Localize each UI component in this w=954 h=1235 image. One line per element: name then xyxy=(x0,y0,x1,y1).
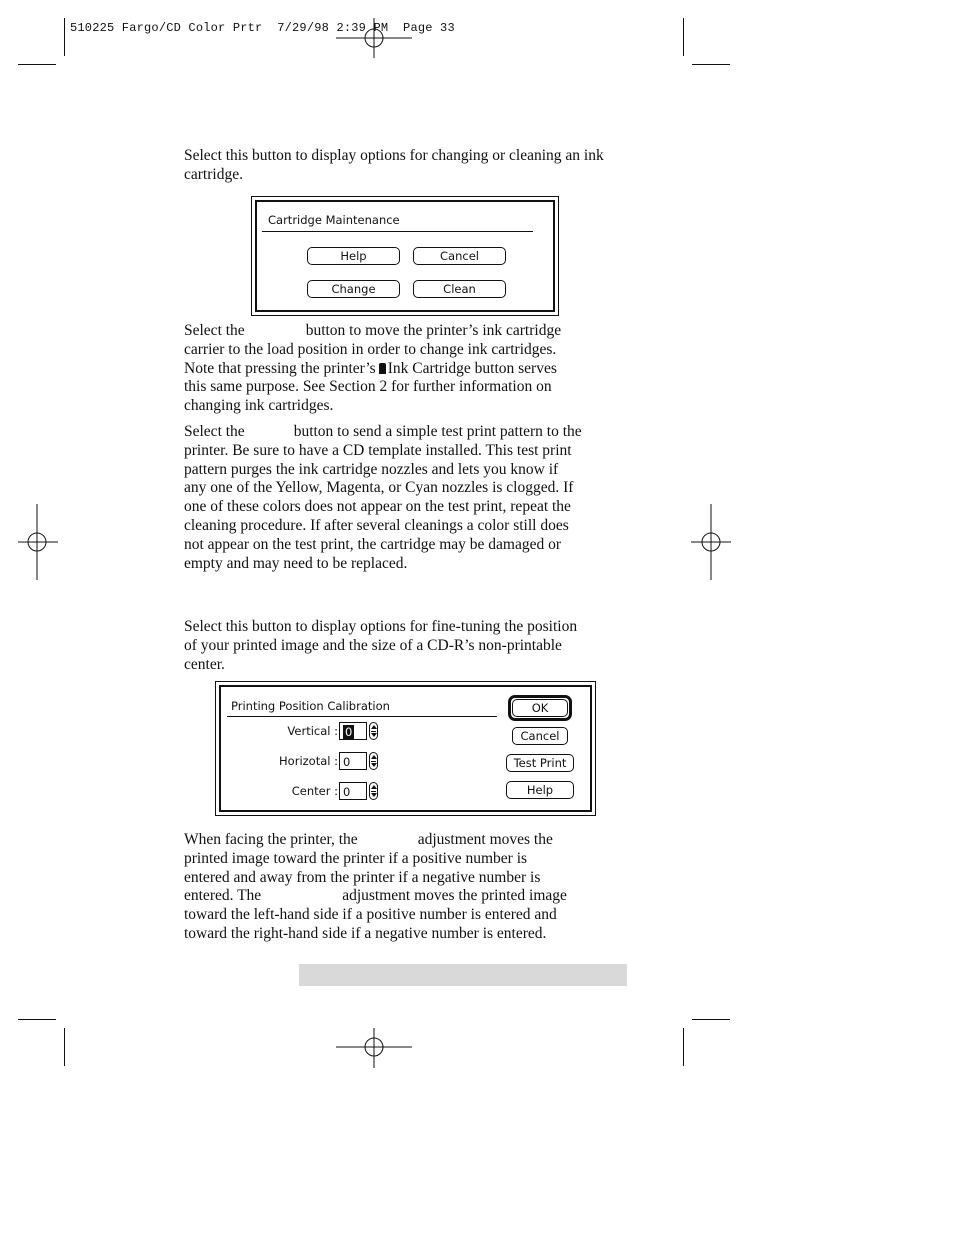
text: Ink Cartridge button serves xyxy=(387,359,557,377)
clean-paragraph xyxy=(184,423,624,573)
text: one of these colors does not appear on the test print, repeat the xyxy=(184,498,571,516)
cartridge-intro: Select this button to display options for changing or cleaning an ink cartridge. xyxy=(184,147,604,183)
center-label: Center : xyxy=(291,784,338,798)
registration-mark-right xyxy=(691,504,731,580)
text: adjustment moves the xyxy=(417,831,553,848)
vertical-field[interactable] xyxy=(339,722,367,740)
crop-mark-tr-h xyxy=(692,64,730,65)
title-rule xyxy=(262,231,533,232)
text: Select the xyxy=(184,423,245,440)
cancel-button[interactable]: Cancel xyxy=(413,247,506,265)
center-field[interactable] xyxy=(339,782,367,800)
text: changing ink cartridges. xyxy=(184,397,334,415)
text: When facing the printer, the xyxy=(184,831,358,848)
vertical-stepper[interactable] xyxy=(369,722,378,740)
crop-mark-tr-v xyxy=(683,18,684,56)
text: button to move the printer’s ink cartridge xyxy=(305,322,562,339)
text: button to send a simple test print pattern to the xyxy=(293,423,582,440)
text: not appear on the test print, the cartridge may be damaged or xyxy=(184,535,562,553)
horizontal-field[interactable] xyxy=(339,752,367,770)
text: Note that pressing the printer’s xyxy=(184,359,376,377)
ink-cartridge-icon xyxy=(379,363,386,374)
text: this same purpose. See Section 2 for further information on xyxy=(184,378,552,396)
center-value: 0 xyxy=(343,785,351,799)
change-button[interactable]: Change xyxy=(307,280,400,298)
text: toward the left-hand side if a positive number is entered and xyxy=(184,906,557,924)
adjustment-paragraph xyxy=(184,831,624,944)
text: pattern purges the ink cartridge nozzles and lets you know if xyxy=(184,460,559,478)
horizontal-value: 0 xyxy=(343,755,351,769)
dialog-title: Printing Position Calibration xyxy=(231,699,390,713)
text: of your printed image and the size of a CD-R’s non-printable xyxy=(184,636,562,654)
text: Select this button to display options for fine-tuning the position xyxy=(184,618,578,635)
crop-mark-br-v xyxy=(683,1028,684,1066)
registration-mark-top xyxy=(336,18,412,58)
cartridge-maintenance-dialog xyxy=(251,196,559,316)
vertical-value: 0 xyxy=(345,725,353,739)
crop-mark-tl-h xyxy=(18,64,56,65)
horizontal-label: Horizotal : xyxy=(279,754,338,768)
crop-mark-bl-h xyxy=(18,1019,56,1020)
crop-mark-tl-v xyxy=(64,18,65,56)
registration-mark-left xyxy=(18,504,58,580)
text: center. xyxy=(184,655,225,673)
text: entered and away from the printer if a negative number is xyxy=(184,868,541,886)
crop-mark-br-h xyxy=(692,1019,730,1020)
text: entered. The xyxy=(184,887,262,905)
horizontal-stepper[interactable] xyxy=(369,752,378,770)
printing-position-calibration-dialog xyxy=(215,681,596,816)
change-paragraph xyxy=(184,322,624,416)
slug-line: 510225 Fargo/CD Color Prtr 7/29/98 2:39 PM Page 33 xyxy=(70,21,455,35)
text: toward the right-hand side if a negative number is entered. xyxy=(184,924,547,942)
help-button[interactable]: Help xyxy=(307,247,400,265)
registration-mark-bottom xyxy=(336,1028,412,1068)
text: empty and may need to be replaced. xyxy=(184,554,408,572)
text: adjustment moves the printed image xyxy=(342,887,567,905)
ok-button[interactable]: OK xyxy=(512,699,568,717)
text: cleaning procedure. If after several cleanings a color still does xyxy=(184,516,569,534)
text: printed image toward the printer if a positive number is xyxy=(184,849,528,867)
vertical-label: Vertical : xyxy=(287,724,338,738)
text: carrier to the load position in order to change ink cartridges. xyxy=(184,340,557,358)
footer-band xyxy=(299,964,627,986)
calibration-intro xyxy=(184,618,624,674)
text: Select the xyxy=(184,322,245,339)
clean-button[interactable]: Clean xyxy=(413,280,506,298)
test-print-button[interactable]: Test Print xyxy=(506,754,574,772)
crop-mark-bl-v xyxy=(64,1028,65,1066)
center-stepper[interactable] xyxy=(369,782,378,800)
text: printer. Be sure to have a CD template installed. This test print xyxy=(184,441,572,459)
title-rule xyxy=(227,716,497,717)
ok-button-frame xyxy=(508,695,572,721)
cancel-button[interactable]: Cancel xyxy=(512,727,568,745)
help-button[interactable]: Help xyxy=(506,781,574,799)
dialog-title: Cartridge Maintenance xyxy=(268,213,400,227)
text: any one of the Yellow, Magenta, or Cyan nozzles is clogged. If xyxy=(184,479,574,497)
